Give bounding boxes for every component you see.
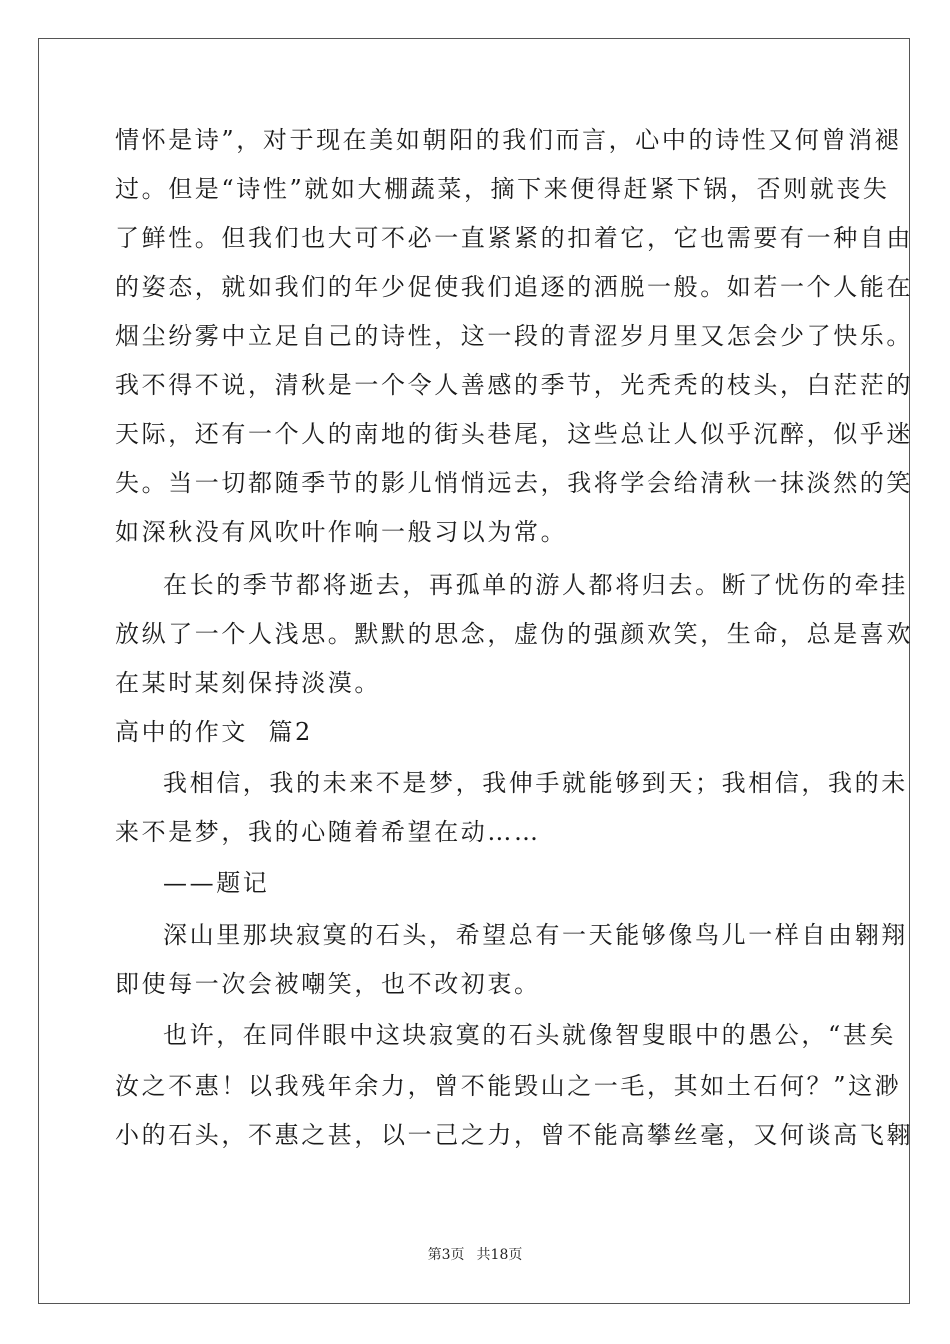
text-line: 失。当一切都随季节的影儿悄悄远去，我将学会给清秋一抹淡然的笑 bbox=[115, 469, 913, 497]
page-total: 共18页 bbox=[476, 1247, 523, 1263]
text-line: 深山里那块寂寞的石头，希望总有一天能够像鸟儿一样自由翱翔 bbox=[163, 921, 908, 949]
page-footer bbox=[0, 1246, 950, 1264]
text-line: 放纵了一个人浅思。默默的思念，虚伪的强颜欢笑，生命，总是喜欢 bbox=[115, 620, 913, 648]
section-heading: 高中的作文 篇2 bbox=[115, 718, 313, 746]
text-line: 我不得不说，清秋是一个令人善感的季节，光秃秃的枝头，白茫茫的 bbox=[115, 371, 913, 399]
text-line: 来不是梦，我的心随着希望在动…… bbox=[115, 818, 541, 846]
text-line: 汝之不惠！以我残年余力，曾不能毁山之一毛，其如土石何？”这渺 bbox=[115, 1072, 902, 1100]
text-line: 情怀是诗”，对于现在美如朝阳的我们而言，心中的诗性又何曾消褪 bbox=[115, 126, 902, 154]
text-line: 如深秋没有风吹叶作响一般习以为常。 bbox=[115, 518, 568, 546]
text-line: 烟尘纷雾中立足自己的诗性，这一段的青涩岁月里又怎会少了快乐。 bbox=[115, 322, 913, 350]
text-line: 在长的季节都将逝去，再孤单的游人都将归去。断了忧伤的牵挂 bbox=[163, 571, 908, 599]
text-line: 我相信，我的未来不是梦，我伸手就能够到天；我相信，我的未 bbox=[163, 769, 908, 797]
text-line: 了鲜性。但我们也大可不必一直紧紧的扣着它，它也需要有一种自由 bbox=[115, 224, 913, 252]
text-line: 的姿态，就如我们的年少促使我们追逐的洒脱一般。如若一个人能在 bbox=[115, 273, 913, 301]
text-line: 即使每一次会被嘲笑，也不改初衷。 bbox=[115, 970, 541, 998]
text-line: 小的石头，不惠之甚，以一己之力，曾不能高攀丝毫，又何谈高飞翱 bbox=[115, 1121, 913, 1149]
text-line: 天际，还有一个人的南地的街头巷尾，这些总让人似乎沉醉，似乎迷 bbox=[115, 420, 913, 448]
epigraph-attribution: ——题记 bbox=[163, 869, 270, 897]
text-line: 过。但是“诗性”就如大棚蔬菜，摘下来便得赶紧下锅，否则就丧失 bbox=[115, 175, 890, 203]
page-number: 第3页 bbox=[427, 1247, 465, 1263]
text-line: 也许，在同伴眼中这块寂寞的石头就像智叟眼中的愚公，“甚矣 bbox=[163, 1021, 897, 1049]
text-line: 在某时某刻保持淡漠。 bbox=[115, 669, 381, 697]
